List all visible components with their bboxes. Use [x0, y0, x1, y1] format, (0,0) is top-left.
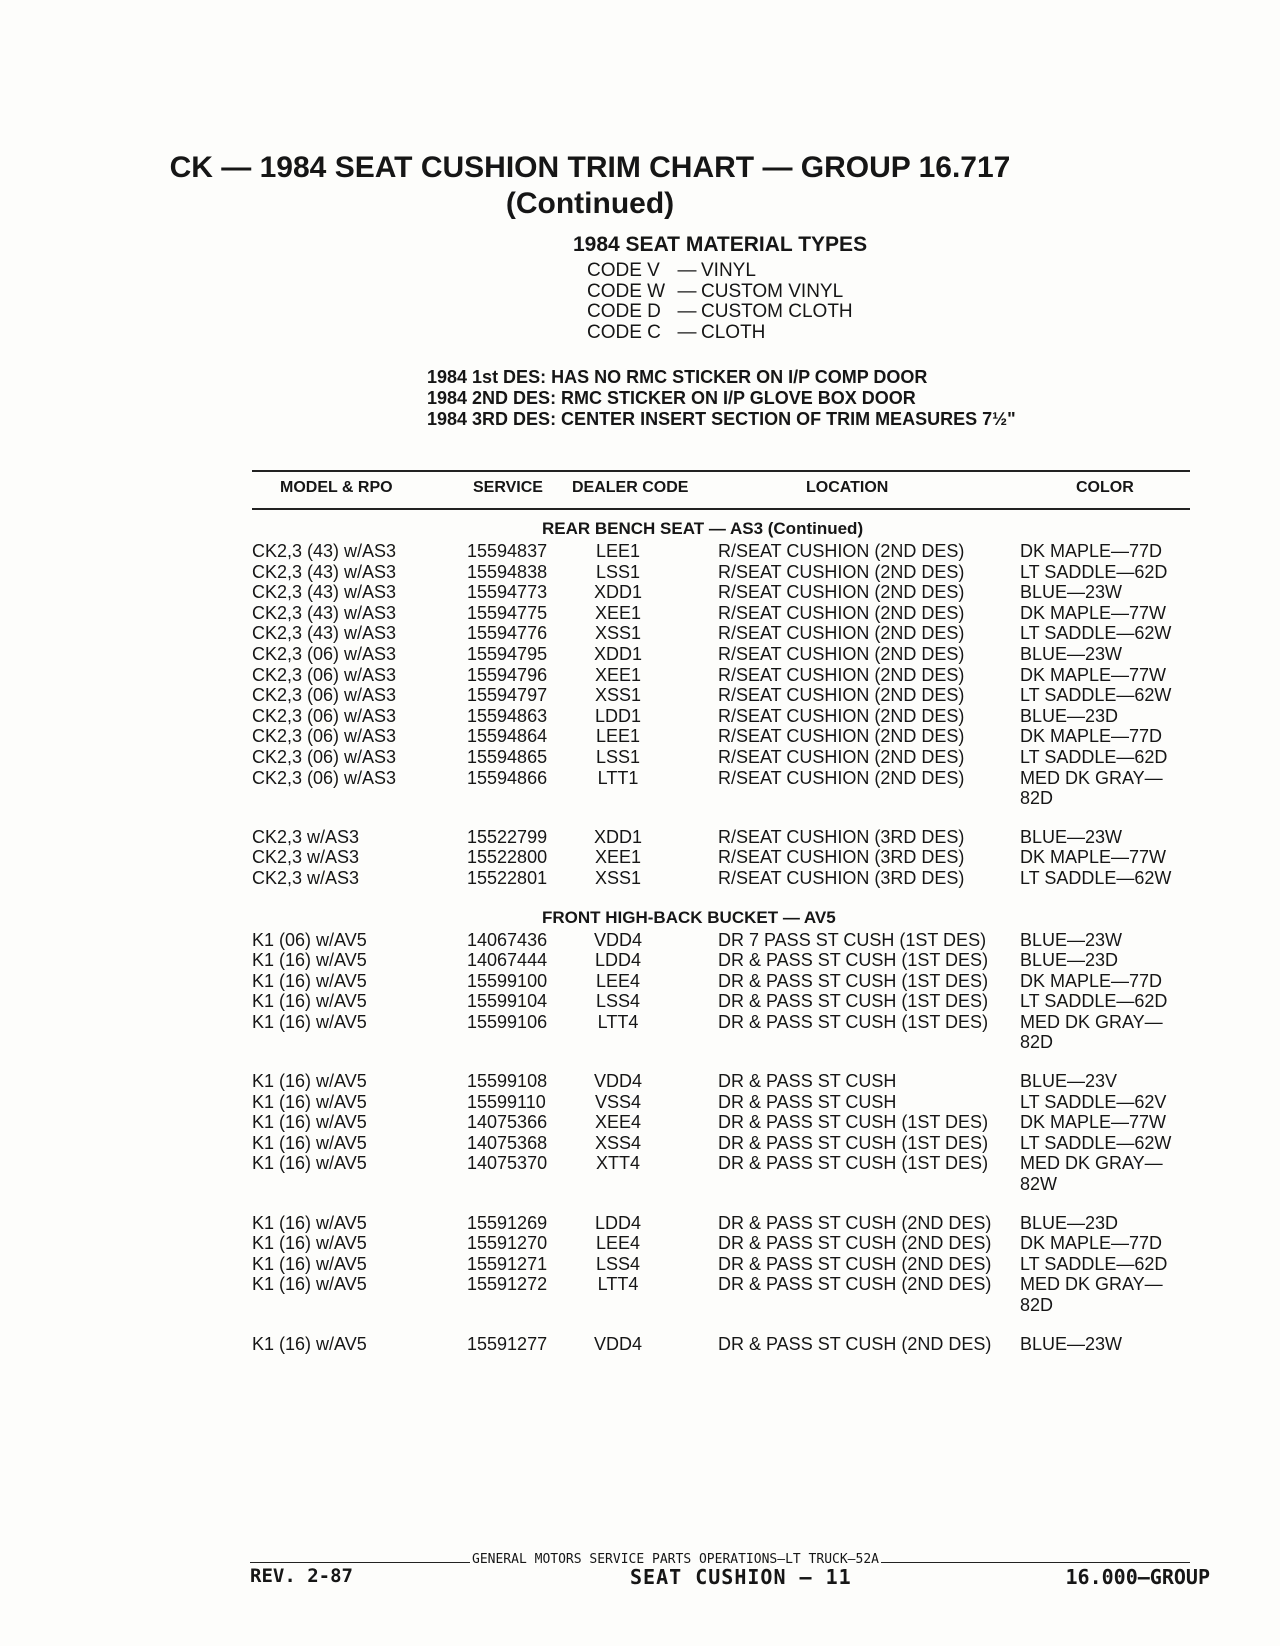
- cell-model: CK2,3 (43) w/AS3: [252, 623, 397, 644]
- cell-color: DK MAPLE—77W: [1020, 602, 1167, 623]
- table-row: [252, 950, 1190, 971]
- table-row: [252, 623, 1190, 644]
- cell-location: DR & PASS ST CUSH (2ND DES): [718, 1333, 992, 1354]
- cell-model: CK2,3 (06) w/AS3: [252, 726, 397, 747]
- cell-color: BLUE—23D: [1020, 1212, 1119, 1233]
- cell-service: 14075366: [467, 1112, 548, 1133]
- cell-color: LT SADDLE—62V: [1020, 1091, 1167, 1112]
- material-name: CUSTOM CLOTH: [701, 301, 853, 322]
- cell-service: 15599100: [467, 970, 548, 991]
- footer-revision: REV. 2-87: [250, 1565, 353, 1587]
- table-row: [252, 1334, 1190, 1355]
- cell-color: DK MAPLE—77W: [1020, 664, 1167, 685]
- header-model: MODEL & RPO: [280, 479, 393, 496]
- row-group-gap: [252, 1316, 1190, 1334]
- trim-table: [252, 518, 1190, 1354]
- cell-model: CK2,3 (06) w/AS3: [252, 664, 397, 685]
- design-note: 1984 1st DES: HAS NO RMC STICKER ON I/P COMP DOOR: [427, 367, 928, 387]
- table-row: [252, 971, 1190, 992]
- cell-dealer-code: XEE1: [594, 602, 642, 623]
- material-code: CODE C: [587, 321, 661, 343]
- material-dash: —: [677, 321, 697, 343]
- cell-dealer-code: XSS4: [594, 1132, 642, 1153]
- cell-dealer-code: XEE4: [594, 1112, 642, 1133]
- material-code: CODE V: [587, 260, 660, 281]
- table-row: [252, 665, 1190, 686]
- table-row: [252, 603, 1190, 624]
- cell-color: BLUE—23D: [1020, 705, 1119, 726]
- design-notes: [427, 367, 1016, 430]
- table-row: [252, 1213, 1190, 1234]
- header-service: SERVICE: [473, 479, 543, 496]
- cell-location: DR 7 PASS ST CUSH (1ST DES): [718, 929, 987, 950]
- material-list: [573, 261, 867, 343]
- cell-service: 14075370: [467, 1153, 548, 1174]
- cell-model: CK2,3 (06) w/AS3: [252, 643, 397, 664]
- cell-service: 15594838: [467, 561, 548, 582]
- cell-location: R/SEAT CUSHION (2ND DES): [718, 664, 965, 685]
- cell-color: LT SADDLE—62D: [1020, 1253, 1168, 1274]
- section-title: FRONT HIGH-BACK BUCKET — AV5: [542, 907, 836, 927]
- cell-dealer-code: LEE4: [595, 1233, 641, 1254]
- cell-location: R/SEAT CUSHION (3RD DES): [718, 847, 965, 868]
- cell-service: 15594865: [467, 746, 548, 767]
- cell-color: LT SADDLE—62D: [1020, 991, 1168, 1012]
- cell-model: CK2,3 w/AS3: [252, 867, 360, 888]
- cell-service: 15594863: [467, 705, 548, 726]
- cell-color: MED DK GRAY— 82D: [1020, 1011, 1163, 1053]
- cell-model: CK2,3 w/AS3: [252, 826, 360, 847]
- cell-location: DR & PASS ST CUSH (2ND DES): [718, 1274, 992, 1295]
- cell-service: 15591271: [467, 1253, 548, 1274]
- table-row: [252, 1274, 1190, 1315]
- cell-service: 15594796: [467, 664, 548, 685]
- cell-service: 15599106: [467, 1011, 548, 1032]
- cell-color: LT SADDLE—62D: [1020, 746, 1168, 767]
- cell-dealer-code: XDD1: [593, 582, 642, 603]
- cell-model: CK2,3 (06) w/AS3: [252, 705, 397, 726]
- cell-model: K1 (16) w/AV5: [252, 1333, 367, 1354]
- cell-model: K1 (16) w/AV5: [252, 1233, 367, 1254]
- page-title-line-1: CK — 1984 SEAT CUSHION TRIM CHART — GROUP 16.717: [169, 151, 1011, 184]
- cell-dealer-code: LTT1: [597, 767, 639, 788]
- table-row: [252, 868, 1190, 889]
- cell-model: K1 (16) w/AV5: [252, 1212, 367, 1233]
- material-dash: —: [677, 301, 697, 322]
- cell-model: K1 (06) w/AV5: [252, 929, 367, 950]
- cell-dealer-code: VDD4: [593, 1333, 642, 1354]
- cell-model: CK2,3 (43) w/AS3: [252, 541, 397, 561]
- cell-location: R/SEAT CUSHION (2ND DES): [718, 767, 965, 788]
- cell-location: DR & PASS ST CUSH (2ND DES): [718, 1253, 992, 1274]
- table-top-rule: [252, 470, 1190, 472]
- cell-color: LT SADDLE—62W: [1020, 685, 1172, 706]
- table-row: [252, 644, 1190, 665]
- cell-model: CK2,3 (06) w/AS3: [252, 746, 397, 767]
- footer-group: 16.000—GROUP: [1065, 1565, 1210, 1589]
- cell-location: DR & PASS ST CUSH (2ND DES): [718, 1212, 992, 1233]
- material-code: CODE D: [587, 301, 661, 322]
- cell-model: CK2,3 (06) w/AS3: [252, 767, 397, 788]
- cell-location: DR & PASS ST CUSH (1ST DES): [718, 1153, 989, 1174]
- table-row: [252, 582, 1190, 603]
- cell-model: K1 (16) w/AV5: [252, 970, 367, 991]
- footer-publisher: GENERAL MOTORS SERVICE PARTS OPERATIONS—LT TRUCK—52A: [472, 1552, 879, 1567]
- cell-model: K1 (16) w/AV5: [252, 1153, 367, 1174]
- table-row: [252, 1092, 1190, 1113]
- cell-color: BLUE—23W: [1020, 929, 1123, 950]
- cell-color: MED DK GRAY— 82D: [1020, 1274, 1163, 1315]
- page-title-line-2: (Continued): [505, 187, 675, 220]
- cell-color: DK MAPLE—77W: [1020, 847, 1167, 868]
- table-row: [252, 562, 1190, 583]
- cell-dealer-code: XEE1: [594, 847, 642, 868]
- cell-color: MED DK GRAY— 82W: [1020, 1153, 1163, 1195]
- table-row: [252, 827, 1190, 848]
- cell-model: K1 (16) w/AV5: [252, 1011, 367, 1032]
- cell-color: BLUE—23W: [1020, 643, 1123, 664]
- header-dealer: DEALER CODE: [572, 479, 689, 496]
- table-header-rule: [252, 508, 1190, 510]
- cell-service: 15594837: [467, 541, 548, 561]
- material-dash: —: [677, 280, 697, 302]
- cell-service: 15591277: [467, 1333, 548, 1354]
- cell-color: LT SADDLE—62W: [1020, 623, 1172, 644]
- cell-service: 15599108: [467, 1071, 548, 1092]
- cell-service: 15522799: [467, 826, 548, 847]
- cell-dealer-code: LSS4: [595, 991, 641, 1012]
- header-location: LOCATION: [806, 479, 889, 496]
- table-row: [252, 1153, 1190, 1194]
- cell-location: R/SEAT CUSHION (2ND DES): [718, 623, 965, 644]
- cell-location: R/SEAT CUSHION (2ND DES): [718, 746, 965, 767]
- cell-model: K1 (16) w/AV5: [252, 991, 367, 1012]
- table-row: [252, 1254, 1190, 1275]
- table-row: [252, 726, 1190, 747]
- cell-dealer-code: XDD1: [593, 826, 642, 847]
- material-types-heading: 1984 SEAT MATERIAL TYPES: [573, 233, 868, 256]
- cell-model: K1 (16) w/AV5: [252, 1091, 367, 1112]
- cell-dealer-code: VSS4: [594, 1091, 642, 1112]
- cell-dealer-code: LTT4: [597, 1274, 639, 1295]
- cell-service: 15594866: [467, 767, 548, 788]
- cell-color: BLUE—23W: [1020, 826, 1123, 847]
- cell-location: R/SEAT CUSHION (2ND DES): [718, 561, 965, 582]
- cell-model: K1 (16) w/AV5: [252, 950, 367, 971]
- cell-service: 15591270: [467, 1233, 548, 1254]
- cell-color: DK MAPLE—77D: [1020, 970, 1163, 991]
- material-row: [573, 261, 867, 282]
- cell-color: BLUE—23W: [1020, 582, 1123, 603]
- cell-color: LT SADDLE—62D: [1020, 561, 1168, 582]
- cell-dealer-code: XEE1: [594, 664, 642, 685]
- material-types: [573, 233, 867, 343]
- header-color: COLOR: [1076, 479, 1134, 496]
- row-group-gap: [252, 1053, 1190, 1071]
- cell-location: DR & PASS ST CUSH (1ST DES): [718, 1011, 989, 1032]
- material-name: CUSTOM VINYL: [701, 280, 844, 302]
- cell-model: CK2,3 (43) w/AS3: [252, 582, 397, 603]
- cell-location: R/SEAT CUSHION (3RD DES): [718, 867, 965, 888]
- cell-location: DR & PASS ST CUSH (1ST DES): [718, 950, 989, 971]
- cell-dealer-code: XSS1: [594, 623, 642, 644]
- cell-dealer-code: LEE4: [595, 970, 641, 991]
- table-row: [252, 541, 1190, 562]
- cell-service: 15594773: [467, 582, 548, 603]
- cell-location: R/SEAT CUSHION (2ND DES): [718, 685, 965, 706]
- cell-dealer-code: XSS1: [594, 867, 642, 888]
- cell-location: DR & PASS ST CUSH: [718, 1091, 897, 1112]
- table-row: [252, 1233, 1190, 1254]
- cell-color: BLUE—23W: [1020, 1333, 1123, 1354]
- cell-location: DR & PASS ST CUSH (1ST DES): [718, 991, 989, 1012]
- cell-dealer-code: LDD1: [594, 705, 642, 726]
- row-group-gap: [252, 809, 1190, 827]
- cell-service: 15594775: [467, 602, 548, 623]
- table-row: [252, 930, 1190, 951]
- cell-color: BLUE—23V: [1020, 1071, 1118, 1092]
- cell-dealer-code: LEE1: [595, 726, 641, 747]
- cell-dealer-code: XSS1: [594, 685, 642, 706]
- cell-service: 15594864: [467, 726, 548, 747]
- material-code: CODE W: [587, 280, 666, 302]
- cell-model: K1 (16) w/AV5: [252, 1253, 367, 1274]
- cell-location: R/SEAT CUSHION (2ND DES): [718, 541, 965, 561]
- cell-color: DK MAPLE—77D: [1020, 541, 1163, 561]
- cell-service: 15599110: [467, 1091, 546, 1112]
- table-row: [252, 685, 1190, 706]
- cell-dealer-code: LSS1: [595, 561, 641, 582]
- cell-color: MED DK GRAY— 82D: [1020, 767, 1163, 809]
- table-row: [252, 1012, 1190, 1053]
- table-row: [252, 1071, 1190, 1092]
- cell-dealer-code: LSS4: [595, 1253, 641, 1274]
- cell-model: K1 (16) w/AV5: [252, 1112, 367, 1133]
- cell-model: CK2,3 w/AS3: [252, 847, 360, 868]
- cell-service: 15594797: [467, 685, 548, 706]
- cell-model: CK2,3 (43) w/AS3: [252, 602, 397, 623]
- table-row: [252, 768, 1190, 809]
- cell-location: R/SEAT CUSHION (3RD DES): [718, 826, 965, 847]
- footer-page: SEAT CUSHION — 11: [630, 1565, 852, 1589]
- cell-dealer-code: LTT4: [597, 1011, 639, 1032]
- cell-location: R/SEAT CUSHION (2ND DES): [718, 643, 965, 664]
- cell-service: 15522801: [467, 867, 548, 888]
- cell-model: K1 (16) w/AV5: [252, 1071, 367, 1092]
- cell-color: DK MAPLE—77W: [1020, 1112, 1167, 1133]
- material-name: VINYL: [701, 260, 756, 281]
- cell-location: DR & PASS ST CUSH (2ND DES): [718, 1233, 992, 1254]
- cell-location: DR & PASS ST CUSH: [718, 1071, 897, 1092]
- cell-dealer-code: VDD4: [593, 929, 642, 950]
- cell-location: R/SEAT CUSHION (2ND DES): [718, 705, 965, 726]
- row-group-gap: [252, 1195, 1190, 1213]
- cell-dealer-code: XDD1: [593, 643, 642, 664]
- material-row: [573, 323, 867, 344]
- cell-dealer-code: LDD4: [594, 950, 642, 971]
- cell-color: BLUE—23D: [1020, 950, 1119, 971]
- cell-service: 15591272: [467, 1274, 548, 1295]
- cell-color: LT SADDLE—62W: [1020, 1132, 1172, 1153]
- cell-location: DR & PASS ST CUSH (1ST DES): [718, 1112, 989, 1133]
- table-row: [252, 991, 1190, 1012]
- cell-location: R/SEAT CUSHION (2ND DES): [718, 602, 965, 623]
- material-row: [573, 282, 867, 303]
- table-row: [252, 747, 1190, 768]
- table-row: [252, 1112, 1190, 1133]
- material-dash: —: [677, 260, 697, 281]
- cell-service: 15594776: [467, 623, 548, 644]
- cell-service: 15522800: [467, 847, 548, 868]
- cell-location: DR & PASS ST CUSH (1ST DES): [718, 970, 989, 991]
- cell-dealer-code: LSS1: [595, 746, 641, 767]
- page-title: [0, 150, 1180, 222]
- cell-service: 14067436: [467, 929, 548, 950]
- cell-dealer-code: LDD4: [594, 1212, 642, 1233]
- cell-color: LT SADDLE—62W: [1020, 867, 1172, 888]
- cell-model: CK2,3 (43) w/AS3: [252, 561, 397, 582]
- cell-dealer-code: LEE1: [595, 541, 641, 561]
- section-title: REAR BENCH SEAT — AS3 (Continued): [542, 519, 864, 538]
- cell-location: R/SEAT CUSHION (2ND DES): [718, 582, 965, 603]
- design-note: 1984 3RD DES: CENTER INSERT SECTION OF TRIM MEASURES 7½": [427, 409, 1016, 429]
- cell-service: 14075368: [467, 1132, 548, 1153]
- cell-model: CK2,3 (06) w/AS3: [252, 685, 397, 706]
- cell-color: DK MAPLE—77D: [1020, 1233, 1163, 1254]
- cell-color: DK MAPLE—77D: [1020, 726, 1163, 747]
- cell-model: K1 (16) w/AV5: [252, 1132, 367, 1153]
- cell-dealer-code: XTT4: [595, 1153, 640, 1174]
- cell-service: 15599104: [467, 991, 548, 1012]
- cell-dealer-code: VDD4: [593, 1071, 642, 1092]
- design-note: 1984 2ND DES: RMC STICKER ON I/P GLOVE BOX DOOR: [427, 388, 916, 408]
- table-row: [252, 847, 1190, 868]
- cell-location: R/SEAT CUSHION (2ND DES): [718, 726, 965, 747]
- cell-location: DR & PASS ST CUSH (1ST DES): [718, 1132, 989, 1153]
- cell-service: 15591269: [467, 1212, 548, 1233]
- material-name: CLOTH: [701, 321, 766, 343]
- table-row: [252, 706, 1190, 727]
- material-row: [573, 302, 867, 323]
- cell-service: 14067444: [467, 950, 548, 971]
- table-row: [252, 1133, 1190, 1154]
- cell-model: K1 (16) w/AV5: [252, 1274, 367, 1295]
- cell-service: 15594795: [467, 643, 548, 664]
